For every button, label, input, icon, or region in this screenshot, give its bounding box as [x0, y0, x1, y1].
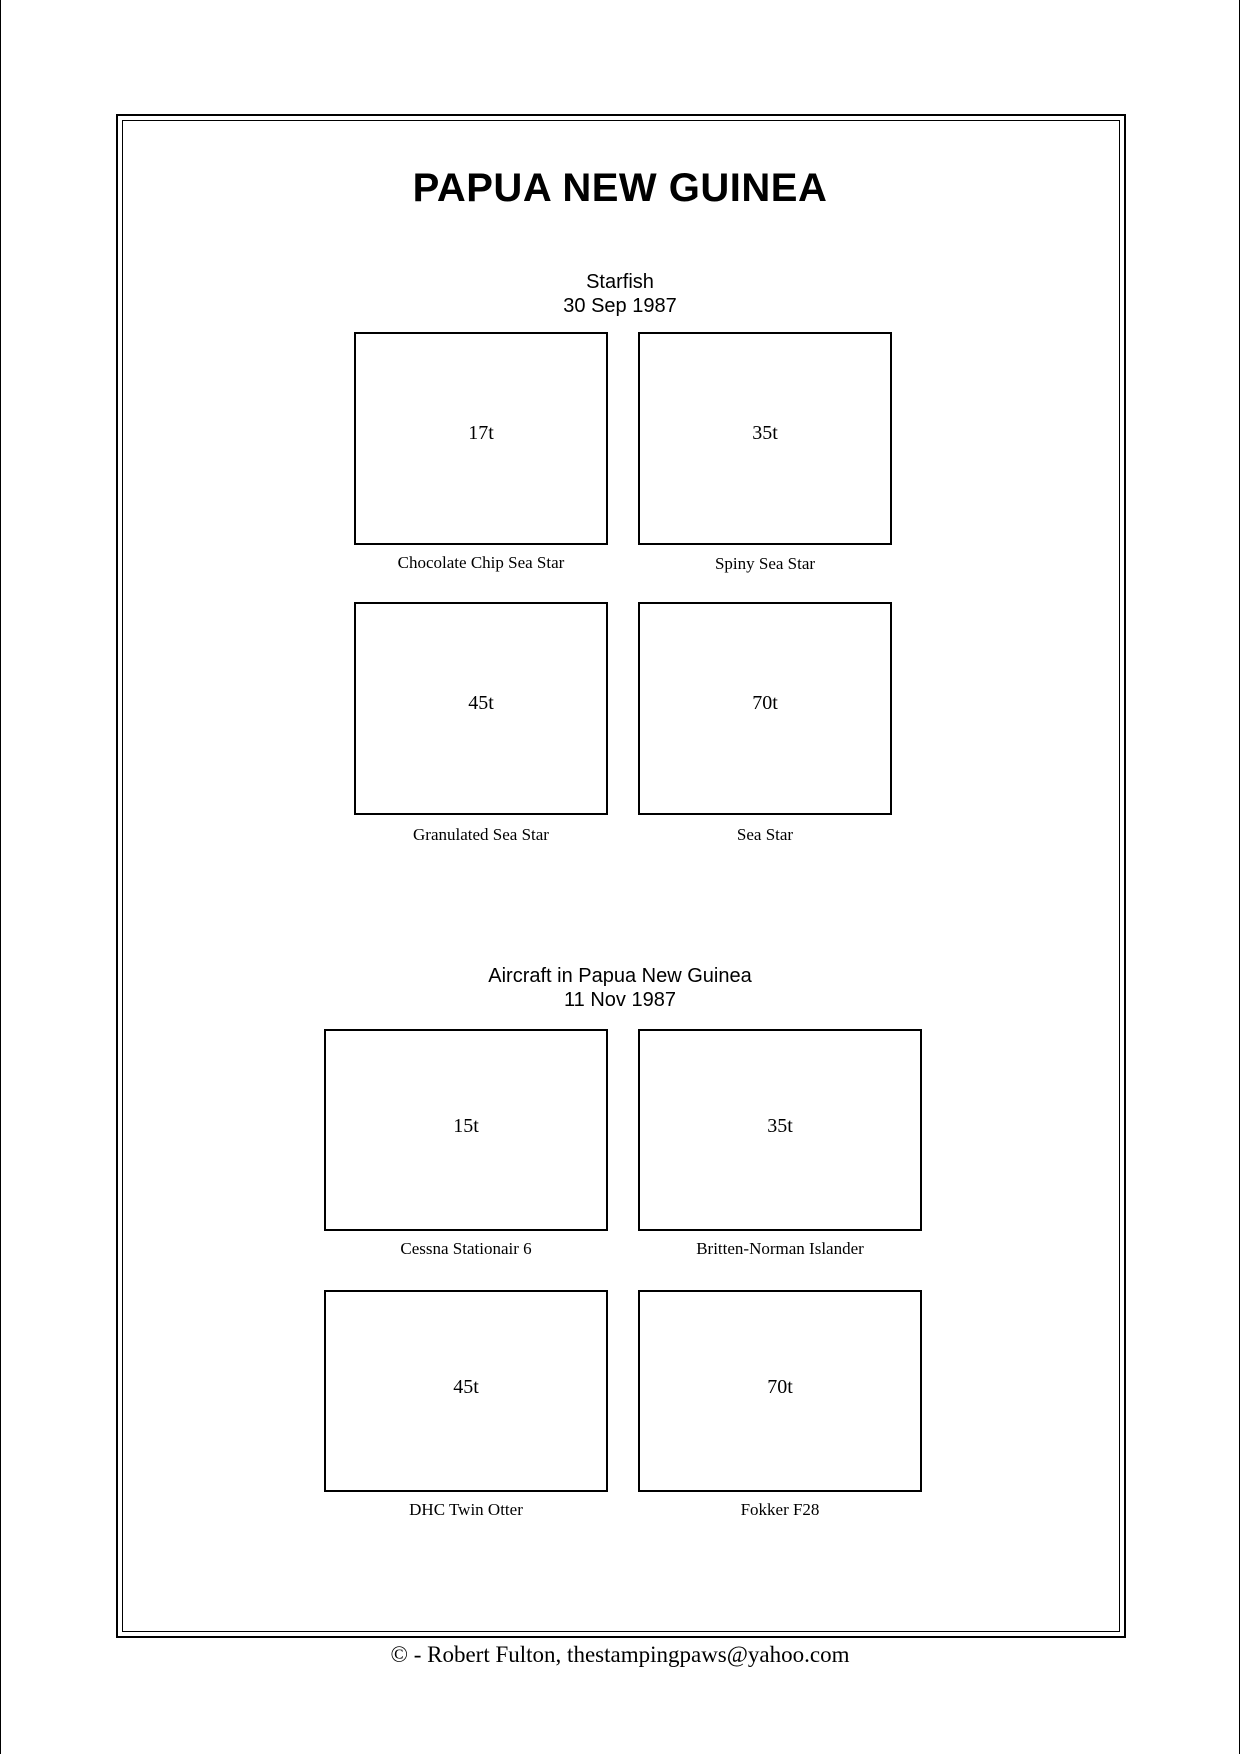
- stamp-space: [354, 332, 608, 545]
- stamp-caption: Granulated Sea Star: [413, 825, 549, 844]
- album-page-inner-border: [122, 120, 1120, 1632]
- set-date: 11 Nov 1987: [564, 989, 676, 1011]
- set-header-aircraft: [0, 964, 1240, 1012]
- page-title: PAPUA NEW GUINEA: [412, 166, 828, 210]
- stamp-denomination: 15t: [453, 1115, 479, 1137]
- stamp-space: [324, 1290, 608, 1492]
- stamp-denomination: 35t: [752, 422, 778, 444]
- stamp-caption: Spiny Sea Star: [714, 554, 816, 573]
- stamp-space: [638, 1029, 922, 1231]
- stamp-space: [638, 602, 892, 815]
- stamp-denomination: 70t: [767, 1376, 793, 1398]
- set-date: 30 Sep 1987: [563, 295, 677, 317]
- stamp-space: [354, 602, 608, 815]
- page-edge-left: [0, 0, 1, 1754]
- stamp-space: [638, 1290, 922, 1492]
- stamp-caption: Cessna Stationair 6: [400, 1239, 532, 1258]
- stamp-caption: Fokker F28: [740, 1500, 820, 1519]
- set-name: Starfish: [586, 271, 654, 293]
- stamp-space: [324, 1029, 608, 1231]
- stamp-caption: DHC Twin Otter: [409, 1500, 523, 1519]
- set-name: Aircraft in Papua New Guinea: [488, 965, 752, 987]
- stamp-caption: Chocolate Chip Sea Star: [397, 553, 565, 572]
- set-header-starfish: [0, 270, 1240, 318]
- copyright-footer: © - Robert Fulton, thestampingpaws@yahoo.com: [390, 1642, 850, 1667]
- stamp-denomination: 17t: [468, 422, 494, 444]
- stamp-denomination: 45t: [468, 692, 494, 714]
- stamp-caption: Sea Star: [736, 825, 794, 844]
- stamp-space: [638, 332, 892, 545]
- stamp-denomination: 45t: [453, 1376, 479, 1398]
- stamp-denomination: 70t: [752, 692, 778, 714]
- stamp-caption: Britten-Norman Islander: [696, 1239, 864, 1258]
- stamp-denomination: 35t: [767, 1115, 793, 1137]
